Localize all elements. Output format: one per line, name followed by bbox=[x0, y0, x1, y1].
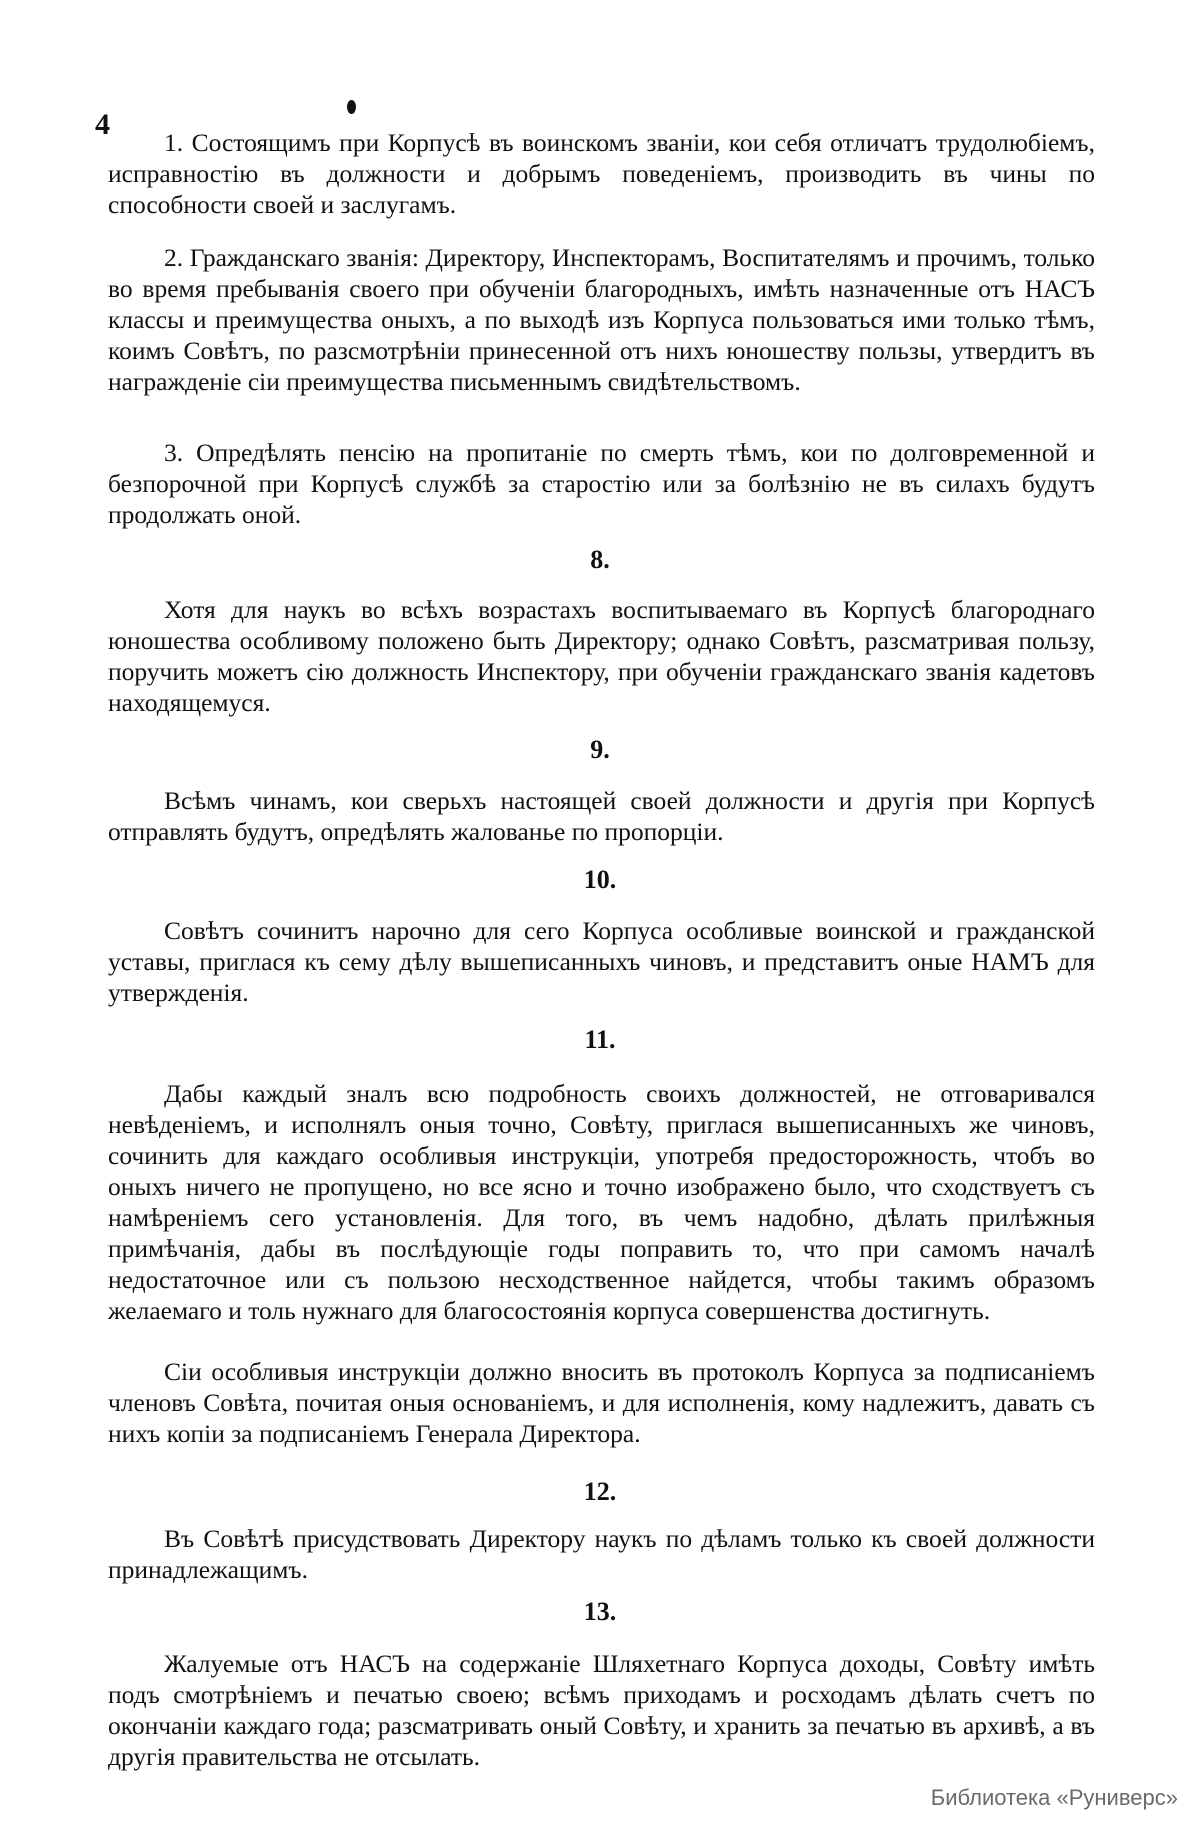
item-1 bbox=[108, 127, 1095, 220]
article-11-text-a: Дабы каждый зналъ всю подробность своихъ должностей, не отговаривался невѣденіемъ, и исполнялъ оныя точно, Совѣту, приглася вышеписанныхъ же чиновъ, сочинить для каждаго особливыя инструкціи, употребя предосторожность, чтобъ во оныхъ ничего не пропущено, но все ясно и точно изображено было, что сходствуетъ съ намѣреніемъ сего установленія. Для того, въ чемъ надобно, дѣлать прилѣжныя примѣчанія, дабы въ послѣдующіе годы поправить то, что при самомъ началѣ недостаточное или съ пользою несходственное найдется, чтобы такимъ образомъ желаемаго и толь нужнаго для благосостоянія корпуса совершенства достигнуть. bbox=[108, 1079, 1095, 1325]
article-8-text: Хотя для наукъ во всѣхъ возрастахъ воспитываемаго въ Корпусѣ благороднаго юношества особливому положено быть Директору; однако Совѣтъ, разсматривая пользу, поручить можетъ сію должность Инспектору, при обученіи гражданскаго званія кадетовъ находящемуся. bbox=[108, 595, 1095, 717]
item-3-text: 3. Опредѣлять пенсію на пропитаніе по смерть тѣмъ, кои по долговременной и безпорочной при Корпусѣ службѣ за старостію или за болѣзнію не въ силахъ будутъ продолжать оной. bbox=[108, 438, 1095, 529]
article-9-text: Всѣмъ чинамъ, кои сверьхъ настоящей своей должности и другія при Корпусѣ отправлять будутъ, опредѣлять жалованье по пропорціи. bbox=[108, 786, 1095, 846]
article-13-heading: 13. bbox=[583, 1597, 617, 1626]
article-11-heading: 11. bbox=[584, 1025, 616, 1054]
article-11-text-b: Сіи особливыя инструкціи должно вносить въ протоколъ Корпуса за подписаніемъ членовъ Совѣта, почитая оныя основаніемъ, и для исполненія, кому надлежитъ, давать съ нихъ копіи за подписаніемъ Генерала Директора. bbox=[108, 1357, 1095, 1448]
article-12 bbox=[108, 1523, 1095, 1585]
item-3 bbox=[108, 437, 1095, 530]
article-13 bbox=[108, 1648, 1095, 1772]
article-11-continued bbox=[108, 1356, 1095, 1449]
article-11 bbox=[108, 1078, 1095, 1326]
article-12-text: Въ Совѣтѣ присудствовать Директору наукъ по дѣламъ только къ своей должности принадлежащимъ. bbox=[108, 1524, 1095, 1584]
article-9 bbox=[108, 785, 1095, 847]
article-13-text: Жалуемые отъ НАСЪ на содержаніе Шляхетнаго Корпуса доходы, Совѣту имѣть подъ смотрѣніемъ и печатью своею; всѣмъ приходамъ и росходамъ дѣлать счетъ по окончаніи каждаго года; разсматривать оный Совѣту, и хранить за печатью въ архивѣ, а въ другія правительства не отсылать. bbox=[108, 1649, 1095, 1771]
page-number: 4 bbox=[95, 108, 110, 141]
article-10 bbox=[108, 915, 1095, 1008]
article-8-heading: 8. bbox=[590, 545, 610, 574]
item-2-text: 2. Гражданскаго званія: Директору, Инспекторамъ, Воспитателямъ и прочимъ, только во время пребыванія своего при обученіи благородныхъ, имѣть назначенные отъ НАСЪ классы и преимущества оныхъ, а по выходѣ изъ Корпуса пользоваться ими только тѣмъ, коимъ Совѣтъ, по разсмотрѣніи принесенной отъ нихъ юношеству пользы, утвердитъ въ награжденіе сіи преимущества письменнымъ свидѣтельствомъ. bbox=[108, 243, 1095, 396]
ink-ornament bbox=[347, 100, 356, 114]
article-10-text: Совѣтъ сочинитъ нарочно для сего Корпуса особливые воинской и гражданской уставы, приглася къ сему дѣлу вышеписанныхъ чиновъ, и представитъ оные НАМЪ для утвержденія. bbox=[108, 916, 1095, 1007]
item-2 bbox=[108, 242, 1095, 397]
article-8 bbox=[108, 594, 1095, 718]
article-10-heading: 10. bbox=[583, 865, 617, 894]
library-watermark: Библиотека «Руниверс» bbox=[930, 1785, 1178, 1810]
article-12-heading: 12. bbox=[583, 1477, 617, 1506]
article-9-heading: 9. bbox=[590, 735, 610, 764]
item-1-text: 1. Состоящимъ при Корпусѣ въ воинскомъ званіи, кои себя отличатъ трудолюбіемъ, исправностію въ должности и добрымъ поведеніемъ, производить въ чины по способности своей и заслугамъ. bbox=[108, 128, 1095, 219]
